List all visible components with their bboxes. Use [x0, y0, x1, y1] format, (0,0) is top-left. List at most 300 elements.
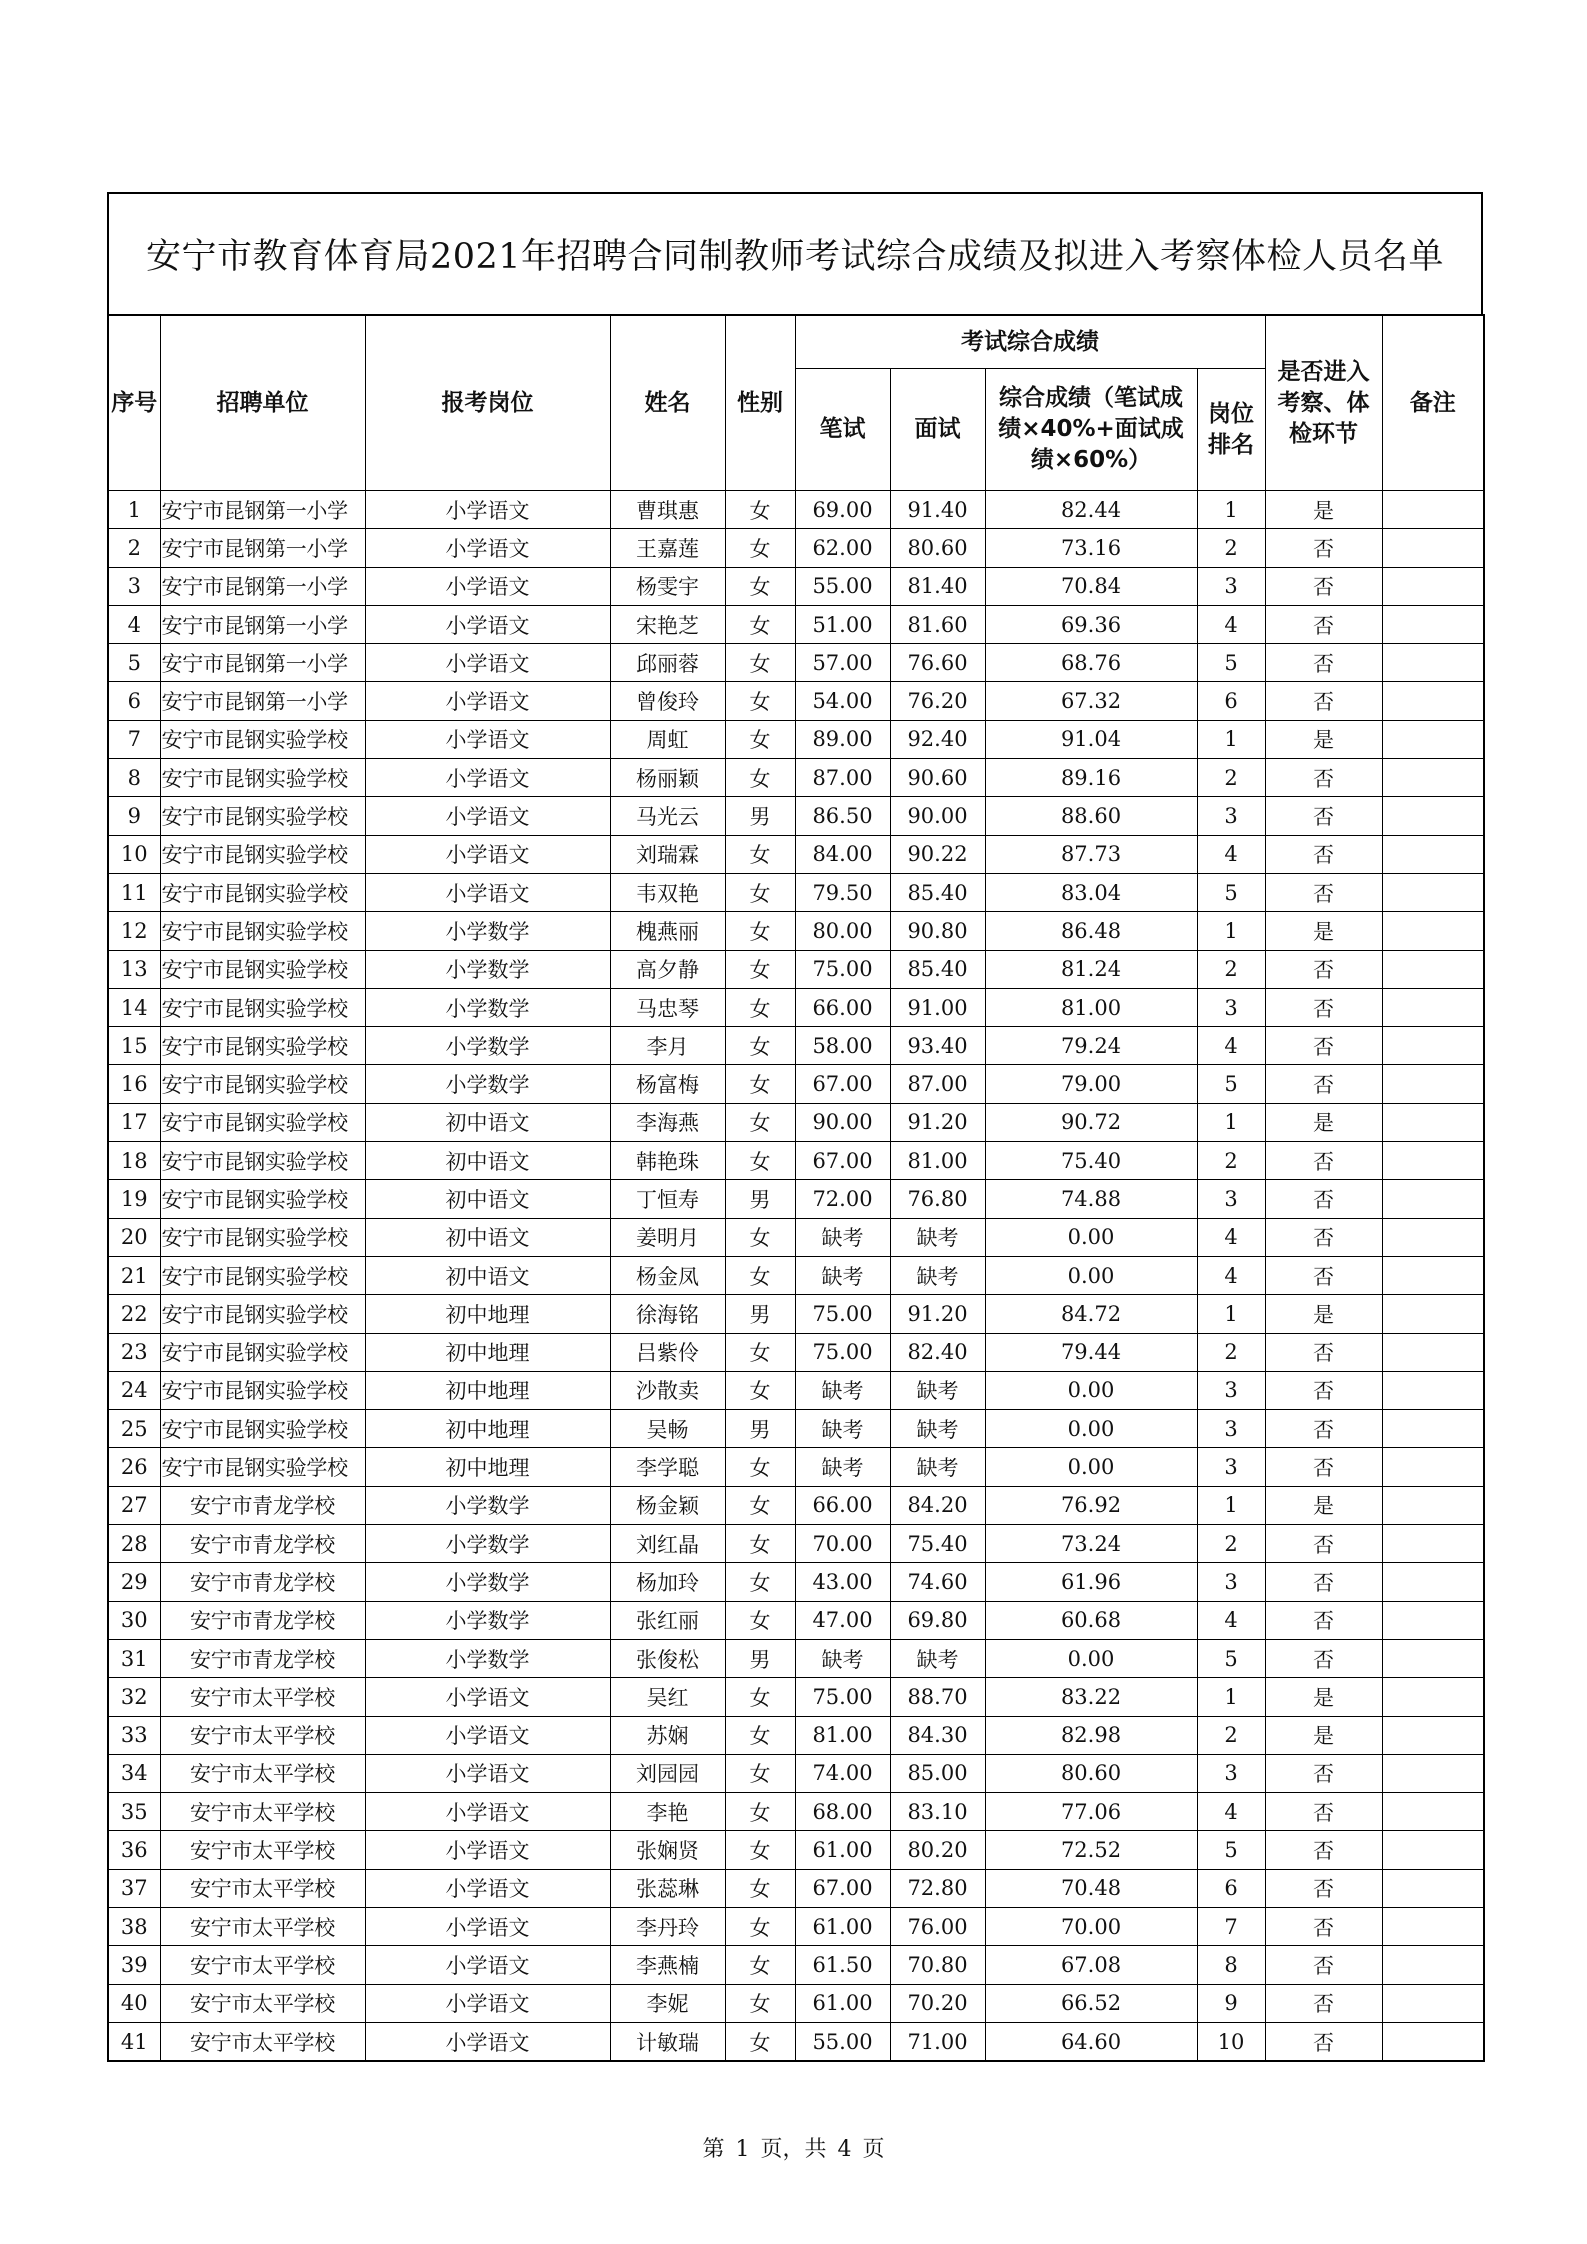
- interview-score-cell: 81.00: [890, 1142, 985, 1180]
- interview-score-cell: 缺考: [890, 1218, 985, 1256]
- gender-cell: 女: [725, 1371, 795, 1409]
- position-cell: 小学语文: [365, 529, 610, 567]
- gender-cell: 女: [725, 529, 795, 567]
- table-row: [108, 529, 1484, 567]
- gender-cell: 男: [725, 1639, 795, 1677]
- rank-cell: 9: [1197, 1984, 1265, 2022]
- interview-score-cell: 70.80: [890, 1946, 985, 1984]
- written-score-cell: 62.00: [795, 529, 890, 567]
- written-score-cell: 61.00: [795, 1984, 890, 2022]
- rank-cell: 2: [1197, 1716, 1265, 1754]
- advance-cell: 否: [1265, 1984, 1382, 2022]
- header-gender: 性别: [725, 315, 795, 491]
- seq-cell: 12: [108, 912, 160, 950]
- unit-cell: 安宁市青龙学校: [160, 1525, 365, 1563]
- position-cell: 小学语文: [365, 644, 610, 682]
- advance-cell: 否: [1265, 1180, 1382, 1218]
- rank-cell: 2: [1197, 1333, 1265, 1371]
- written-score-cell: 67.00: [795, 1065, 890, 1103]
- table-row: [108, 1678, 1484, 1716]
- composite-score-cell: 82.44: [985, 491, 1197, 529]
- composite-score-cell: 83.04: [985, 873, 1197, 911]
- advance-cell: 否: [1265, 1027, 1382, 1065]
- interview-score-cell: 85.40: [890, 873, 985, 911]
- remark-cell: [1382, 1486, 1484, 1524]
- composite-score-cell: 79.44: [985, 1333, 1197, 1371]
- advance-cell: 否: [1265, 1218, 1382, 1256]
- unit-cell: 安宁市太平学校: [160, 1869, 365, 1907]
- advance-cell: 否: [1265, 988, 1382, 1026]
- unit-cell: 安宁市太平学校: [160, 2022, 365, 2061]
- composite-score-cell: 88.60: [985, 797, 1197, 835]
- composite-score-cell: 86.48: [985, 912, 1197, 950]
- name-cell: 杨丽颖: [610, 759, 725, 797]
- unit-cell: 安宁市青龙学校: [160, 1486, 365, 1524]
- composite-score-cell: 70.84: [985, 567, 1197, 605]
- composite-score-cell: 0.00: [985, 1218, 1197, 1256]
- rank-cell: 4: [1197, 1027, 1265, 1065]
- advance-cell: 否: [1265, 835, 1382, 873]
- table-row: [108, 797, 1484, 835]
- name-cell: 高夕静: [610, 950, 725, 988]
- interview-score-cell: 缺考: [890, 1371, 985, 1409]
- rank-cell: 3: [1197, 988, 1265, 1026]
- gender-cell: 女: [725, 1907, 795, 1945]
- remark-cell: [1382, 1793, 1484, 1831]
- gender-cell: 女: [725, 1754, 795, 1792]
- interview-score-cell: 90.22: [890, 835, 985, 873]
- header-advance: 是否进入考察、体检环节: [1265, 315, 1382, 491]
- remark-cell: [1382, 1371, 1484, 1409]
- table-row: [108, 873, 1484, 911]
- written-score-cell: 70.00: [795, 1525, 890, 1563]
- name-cell: 李妮: [610, 1984, 725, 2022]
- table-row: [108, 835, 1484, 873]
- advance-cell: 否: [1265, 1410, 1382, 1448]
- rank-cell: 4: [1197, 605, 1265, 643]
- written-score-cell: 缺考: [795, 1639, 890, 1677]
- advance-cell: 否: [1265, 1065, 1382, 1103]
- composite-score-cell: 74.88: [985, 1180, 1197, 1218]
- gender-cell: 女: [725, 1869, 795, 1907]
- rank-cell: 2: [1197, 529, 1265, 567]
- unit-cell: 安宁市青龙学校: [160, 1563, 365, 1601]
- seq-cell: 2: [108, 529, 160, 567]
- table-row: [108, 1946, 1484, 1984]
- rank-cell: 6: [1197, 1869, 1265, 1907]
- gender-cell: 女: [725, 605, 795, 643]
- table-body: [108, 491, 1484, 2062]
- remark-cell: [1382, 1027, 1484, 1065]
- gender-cell: 男: [725, 1410, 795, 1448]
- written-score-cell: 79.50: [795, 873, 890, 911]
- name-cell: 槐燕丽: [610, 912, 725, 950]
- interview-score-cell: 缺考: [890, 1448, 985, 1486]
- position-cell: 小学语文: [365, 1754, 610, 1792]
- unit-cell: 安宁市昆钢实验学校: [160, 1065, 365, 1103]
- gender-cell: 女: [725, 1831, 795, 1869]
- table-row: [108, 1180, 1484, 1218]
- rank-cell: 5: [1197, 1639, 1265, 1677]
- remark-cell: [1382, 567, 1484, 605]
- unit-cell: 安宁市昆钢第一小学: [160, 529, 365, 567]
- gender-cell: 女: [725, 1256, 795, 1294]
- advance-cell: 是: [1265, 1103, 1382, 1141]
- advance-cell: 否: [1265, 644, 1382, 682]
- remark-cell: [1382, 1563, 1484, 1601]
- unit-cell: 安宁市昆钢实验学校: [160, 1295, 365, 1333]
- gender-cell: 女: [725, 644, 795, 682]
- remark-cell: [1382, 644, 1484, 682]
- interview-score-cell: 74.60: [890, 1563, 985, 1601]
- seq-cell: 3: [108, 567, 160, 605]
- composite-score-cell: 0.00: [985, 1448, 1197, 1486]
- seq-cell: 18: [108, 1142, 160, 1180]
- remark-cell: [1382, 873, 1484, 911]
- rank-cell: 4: [1197, 1218, 1265, 1256]
- composite-score-cell: 73.24: [985, 1525, 1197, 1563]
- interview-score-cell: 76.00: [890, 1907, 985, 1945]
- table-row: [108, 605, 1484, 643]
- position-cell: 小学语文: [365, 2022, 610, 2061]
- table-row: [108, 1716, 1484, 1754]
- written-score-cell: 75.00: [795, 1333, 890, 1371]
- remark-cell: [1382, 605, 1484, 643]
- table-row: [108, 1601, 1484, 1639]
- seq-cell: 41: [108, 2022, 160, 2061]
- name-cell: 杨雯宇: [610, 567, 725, 605]
- remark-cell: [1382, 1869, 1484, 1907]
- unit-cell: 安宁市太平学校: [160, 1716, 365, 1754]
- written-score-cell: 51.00: [795, 605, 890, 643]
- seq-cell: 15: [108, 1027, 160, 1065]
- written-score-cell: 61.50: [795, 1946, 890, 1984]
- advance-cell: 否: [1265, 1831, 1382, 1869]
- table-row: [108, 1333, 1484, 1371]
- header-position: 报考岗位: [365, 315, 610, 491]
- gender-cell: 女: [725, 1946, 795, 1984]
- written-score-cell: 67.00: [795, 1869, 890, 1907]
- composite-score-cell: 79.24: [985, 1027, 1197, 1065]
- written-score-cell: 75.00: [795, 1295, 890, 1333]
- seq-cell: 40: [108, 1984, 160, 2022]
- table-row: [108, 1984, 1484, 2022]
- interview-score-cell: 69.80: [890, 1601, 985, 1639]
- unit-cell: 安宁市太平学校: [160, 1831, 365, 1869]
- remark-cell: [1382, 1295, 1484, 1333]
- position-cell: 小学数学: [365, 1525, 610, 1563]
- seq-cell: 20: [108, 1218, 160, 1256]
- written-score-cell: 缺考: [795, 1410, 890, 1448]
- name-cell: 沙散卖: [610, 1371, 725, 1409]
- gender-cell: 女: [725, 491, 795, 529]
- remark-cell: [1382, 529, 1484, 567]
- name-cell: 杨加玲: [610, 1563, 725, 1601]
- remark-cell: [1382, 1142, 1484, 1180]
- gender-cell: 女: [725, 1601, 795, 1639]
- name-cell: 苏娴: [610, 1716, 725, 1754]
- seq-cell: 16: [108, 1065, 160, 1103]
- position-cell: 初中语文: [365, 1218, 610, 1256]
- seq-cell: 13: [108, 950, 160, 988]
- advance-cell: 否: [1265, 682, 1382, 720]
- footer-page-current: 1: [735, 2137, 750, 2162]
- advance-cell: 是: [1265, 1716, 1382, 1754]
- position-cell: 小学语文: [365, 835, 610, 873]
- interview-score-cell: 缺考: [890, 1256, 985, 1294]
- composite-score-cell: 70.48: [985, 1869, 1197, 1907]
- interview-score-cell: 76.20: [890, 682, 985, 720]
- position-cell: 小学语文: [365, 1831, 610, 1869]
- unit-cell: 安宁市昆钢实验学校: [160, 1103, 365, 1141]
- position-cell: 小学数学: [365, 1027, 610, 1065]
- footer-mid: 页，共: [760, 2137, 827, 2162]
- position-cell: 小学语文: [365, 759, 610, 797]
- unit-cell: 安宁市昆钢第一小学: [160, 682, 365, 720]
- advance-cell: 否: [1265, 797, 1382, 835]
- remark-cell: [1382, 1218, 1484, 1256]
- composite-score-cell: 66.52: [985, 1984, 1197, 2022]
- interview-score-cell: 76.60: [890, 644, 985, 682]
- written-score-cell: 75.00: [795, 1678, 890, 1716]
- interview-score-cell: 91.40: [890, 491, 985, 529]
- name-cell: 宋艳芝: [610, 605, 725, 643]
- seq-cell: 30: [108, 1601, 160, 1639]
- remark-cell: [1382, 1831, 1484, 1869]
- seq-cell: 8: [108, 759, 160, 797]
- position-cell: 小学数学: [365, 1563, 610, 1601]
- advance-cell: 否: [1265, 567, 1382, 605]
- interview-score-cell: 92.40: [890, 720, 985, 758]
- interview-score-cell: 87.00: [890, 1065, 985, 1103]
- interview-score-cell: 81.60: [890, 605, 985, 643]
- remark-cell: [1382, 1065, 1484, 1103]
- seq-cell: 36: [108, 1831, 160, 1869]
- remark-cell: [1382, 1946, 1484, 1984]
- composite-score-cell: 91.04: [985, 720, 1197, 758]
- gender-cell: 女: [725, 1142, 795, 1180]
- name-cell: 周虹: [610, 720, 725, 758]
- gender-cell: 女: [725, 1027, 795, 1065]
- name-cell: 张蕊琳: [610, 1869, 725, 1907]
- seq-cell: 10: [108, 835, 160, 873]
- name-cell: 李燕楠: [610, 1946, 725, 1984]
- written-score-cell: 57.00: [795, 644, 890, 682]
- seq-cell: 1: [108, 491, 160, 529]
- remark-cell: [1382, 1984, 1484, 2022]
- name-cell: 姜明月: [610, 1218, 725, 1256]
- remark-cell: [1382, 835, 1484, 873]
- gender-cell: 女: [725, 1448, 795, 1486]
- name-cell: 李海燕: [610, 1103, 725, 1141]
- interview-score-cell: 81.40: [890, 567, 985, 605]
- written-score-cell: 80.00: [795, 912, 890, 950]
- written-score-cell: 61.00: [795, 1907, 890, 1945]
- gender-cell: 女: [725, 1486, 795, 1524]
- table-row: [108, 2022, 1484, 2061]
- gender-cell: 女: [725, 950, 795, 988]
- composite-score-cell: 69.36: [985, 605, 1197, 643]
- advance-cell: 否: [1265, 1371, 1382, 1409]
- composite-score-cell: 75.40: [985, 1142, 1197, 1180]
- written-score-cell: 43.00: [795, 1563, 890, 1601]
- interview-score-cell: 88.70: [890, 1678, 985, 1716]
- gender-cell: 女: [725, 1218, 795, 1256]
- seq-cell: 24: [108, 1371, 160, 1409]
- position-cell: 小学语文: [365, 1946, 610, 1984]
- page-footer: [0, 2132, 1587, 2163]
- gender-cell: 女: [725, 1333, 795, 1371]
- seq-cell: 17: [108, 1103, 160, 1141]
- name-cell: 李丹玲: [610, 1907, 725, 1945]
- written-score-cell: 81.00: [795, 1716, 890, 1754]
- written-score-cell: 66.00: [795, 988, 890, 1026]
- advance-cell: 是: [1265, 1295, 1382, 1333]
- written-score-cell: 69.00: [795, 491, 890, 529]
- rank-cell: 3: [1197, 1563, 1265, 1601]
- rank-cell: 1: [1197, 491, 1265, 529]
- rank-cell: 3: [1197, 1448, 1265, 1486]
- position-cell: 初中地理: [365, 1410, 610, 1448]
- composite-score-cell: 72.52: [985, 1831, 1197, 1869]
- table-row: [108, 1410, 1484, 1448]
- advance-cell: 否: [1265, 1793, 1382, 1831]
- unit-cell: 安宁市太平学校: [160, 1907, 365, 1945]
- position-cell: 小学数学: [365, 988, 610, 1026]
- name-cell: 邱丽蓉: [610, 644, 725, 682]
- gender-cell: 女: [725, 1563, 795, 1601]
- composite-score-cell: 0.00: [985, 1410, 1197, 1448]
- table-row: [108, 1793, 1484, 1831]
- table-row: [108, 1371, 1484, 1409]
- name-cell: 杨金凤: [610, 1256, 725, 1294]
- results-table: [107, 314, 1485, 2062]
- interview-score-cell: 72.80: [890, 1869, 985, 1907]
- name-cell: 王嘉莲: [610, 529, 725, 567]
- rank-cell: 5: [1197, 873, 1265, 911]
- position-cell: 小学语文: [365, 873, 610, 911]
- interview-score-cell: 84.30: [890, 1716, 985, 1754]
- rank-cell: 1: [1197, 1103, 1265, 1141]
- rank-cell: 1: [1197, 1678, 1265, 1716]
- interview-score-cell: 91.00: [890, 988, 985, 1026]
- composite-score-cell: 64.60: [985, 2022, 1197, 2061]
- table-row: [108, 988, 1484, 1026]
- advance-cell: 否: [1265, 2022, 1382, 2061]
- written-score-cell: 87.00: [795, 759, 890, 797]
- name-cell: 韩艳珠: [610, 1142, 725, 1180]
- gender-cell: 女: [725, 1678, 795, 1716]
- gender-cell: 女: [725, 873, 795, 911]
- rank-cell: 5: [1197, 1065, 1265, 1103]
- advance-cell: 否: [1265, 1142, 1382, 1180]
- written-score-cell: 84.00: [795, 835, 890, 873]
- interview-score-cell: 75.40: [890, 1525, 985, 1563]
- gender-cell: 女: [725, 1065, 795, 1103]
- name-cell: 曹琪惠: [610, 491, 725, 529]
- seq-cell: 9: [108, 797, 160, 835]
- name-cell: 杨金颖: [610, 1486, 725, 1524]
- rank-cell: 4: [1197, 1793, 1265, 1831]
- unit-cell: 安宁市太平学校: [160, 1678, 365, 1716]
- name-cell: 马光云: [610, 797, 725, 835]
- interview-score-cell: 91.20: [890, 1103, 985, 1141]
- written-score-cell: 68.00: [795, 1793, 890, 1831]
- composite-score-cell: 70.00: [985, 1907, 1197, 1945]
- seq-cell: 34: [108, 1754, 160, 1792]
- written-score-cell: 47.00: [795, 1601, 890, 1639]
- table-row: [108, 1065, 1484, 1103]
- header-written: 笔试: [795, 369, 890, 491]
- seq-cell: 23: [108, 1333, 160, 1371]
- remark-cell: [1382, 720, 1484, 758]
- footer-suffix: 页: [862, 2137, 885, 2162]
- composite-score-cell: 60.68: [985, 1601, 1197, 1639]
- name-cell: 李艳: [610, 1793, 725, 1831]
- remark-cell: [1382, 1256, 1484, 1294]
- composite-score-cell: 0.00: [985, 1256, 1197, 1294]
- composite-score-cell: 0.00: [985, 1371, 1197, 1409]
- unit-cell: 安宁市昆钢实验学校: [160, 1027, 365, 1065]
- written-score-cell: 67.00: [795, 1142, 890, 1180]
- written-score-cell: 61.00: [795, 1831, 890, 1869]
- seq-cell: 31: [108, 1639, 160, 1677]
- table-row: [108, 682, 1484, 720]
- position-cell: 小学数学: [365, 950, 610, 988]
- rank-cell: 3: [1197, 1410, 1265, 1448]
- remark-cell: [1382, 912, 1484, 950]
- composite-score-cell: 83.22: [985, 1678, 1197, 1716]
- rank-cell: 1: [1197, 1486, 1265, 1524]
- gender-cell: 女: [725, 1984, 795, 2022]
- name-cell: 曾俊玲: [610, 682, 725, 720]
- position-cell: 小学语文: [365, 682, 610, 720]
- position-cell: 初中语文: [365, 1256, 610, 1294]
- advance-cell: 是: [1265, 491, 1382, 529]
- interview-score-cell: 缺考: [890, 1639, 985, 1677]
- composite-score-cell: 87.73: [985, 835, 1197, 873]
- written-score-cell: 74.00: [795, 1754, 890, 1792]
- written-score-cell: 75.00: [795, 950, 890, 988]
- name-cell: 张娴贤: [610, 1831, 725, 1869]
- interview-score-cell: 76.80: [890, 1180, 985, 1218]
- seq-cell: 32: [108, 1678, 160, 1716]
- header-interview: 面试: [890, 369, 985, 491]
- seq-cell: 25: [108, 1410, 160, 1448]
- table-row: [108, 644, 1484, 682]
- rank-cell: 3: [1197, 797, 1265, 835]
- seq-cell: 6: [108, 682, 160, 720]
- gender-cell: 女: [725, 2022, 795, 2061]
- table-row: [108, 1869, 1484, 1907]
- name-cell: 李月: [610, 1027, 725, 1065]
- table-row: [108, 491, 1484, 529]
- written-score-cell: 缺考: [795, 1218, 890, 1256]
- footer-page-total: 4: [837, 2137, 852, 2162]
- table-row: [108, 1142, 1484, 1180]
- unit-cell: 安宁市昆钢实验学校: [160, 1142, 365, 1180]
- advance-cell: 是: [1265, 912, 1382, 950]
- rank-cell: 5: [1197, 644, 1265, 682]
- remark-cell: [1382, 682, 1484, 720]
- name-cell: 张红丽: [610, 1601, 725, 1639]
- advance-cell: 否: [1265, 1754, 1382, 1792]
- name-cell: 杨富梅: [610, 1065, 725, 1103]
- rank-cell: 6: [1197, 682, 1265, 720]
- composite-score-cell: 81.00: [985, 988, 1197, 1026]
- interview-score-cell: 85.00: [890, 1754, 985, 1792]
- unit-cell: 安宁市青龙学校: [160, 1601, 365, 1639]
